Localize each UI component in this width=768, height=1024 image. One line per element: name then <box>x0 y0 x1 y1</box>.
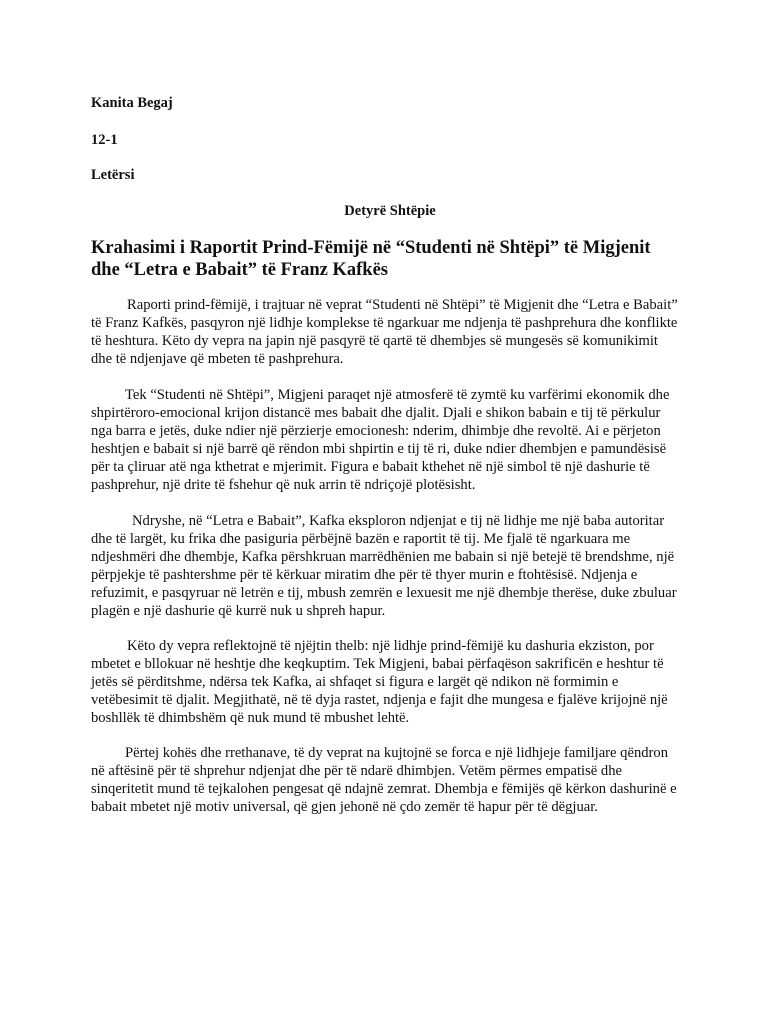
document-title: Krahasimi i Raportit Prind-Fëmijë në “Studenti në Shtëpi” të Migjenit dhe “Letra e Babait” të Franz Kafkës <box>91 238 651 280</box>
paragraph-migjeni: Tek “Studenti në Shtëpi”, Migjeni paraqet një atmosferë të zymtë ku varfërimi ekonomik dhe shpirtëroro-emocional krijon distancë mes babait dhe djalit. Djali e shikon babain e tij të përkulur nga barra e jetës, duke ndier një përzierje emocionesh: nderim, dhimbje dhe revoltë. Ai e përjeton heshtjen e babait si një barrë që rëndon mbi shpirtin e tij të ri, duke ndier dhembjen e pamundësisë për ta çliruar atë nga kthetrat e mjerimit. Figura e babait kthehet në një simbol të një dashurie të pashprehur, një drite të fshehur që nuk arrin të ndriçojë plotësisht. <box>91 387 670 493</box>
assignment-label: Detyrë Shtëpie <box>344 203 436 219</box>
paragraph-conclusion: Përtej kohës dhe rrethanave, të dy veprat na kujtojnë se forca e një lidhjeje familjare qëndron në aftësinë për të shprehur ndjenjat dhe për të ndarë dhimbjen. Vetëm përmes empatisë dhe sinqeritetit mund të tejkalohen pengesat që ndajnë zemrat. Dhembja e fëmijës që kërkon dashurinë e babait mbetet një motiv universal, që gjen jehonë në çdo zemër të hapur për të dëgjuar. <box>91 745 677 815</box>
paragraph-intro: Raporti prind-fëmijë, i trajtuar në veprat “Studenti në Shtëpi” të Migjenit dhe “Letra e Babait” të Franz Kafkës, pasqyron një lidhje komplekse të ngarkuar me ndjenja të pashprehura dhe konflikte të heshtura. Këto dy vepra na japin një pasqyrë të qartë të dhembjes së mungesës së komunikimit dhe të ndjenjave që mbeten të pashprehura. <box>91 297 678 367</box>
paragraph-comparison: Këto dy vepra reflektojnë të njëjtin thelb: një lidhje prind-fëmijë ku dashuria ekziston, por mbetet e bllokuar në heshtje dhe keqkuptim. Tek Migjeni, babai përfaqëson sakrificën e heshtur të jetës së përditshme, ndërsa tek Kafka, ai shfaqet si figura e largët që ndikon në formimin e vetëbesimit të djalit. Megjithatë, në të dyja rastet, ndjenja e fajit dhe mungesa e fjalëve krijojnë një boshllëk të dhimbshëm që nuk mund të mbushet lehtë. <box>91 638 668 726</box>
class-label: 12-1 <box>91 132 118 148</box>
paragraph-kafka: Ndryshe, në “Letra e Babait”, Kafka eksploron ndjenjat e tij në lidhje me një baba autoritar dhe të largët, ku frika dhe pasiguria përbëjnë bazën e raportit të tij. Me fjalë të ngarkuara me ndjeshmëri dhe dhembje, Kafka përshkruan marrëdhënien me babain si një betejë të brendshme, një përpjekje të pashtershme për të kërkuar miratim dhe për të thyer murin e ftohtësisë. Ndjenja e refuzimit, e pasqyruar në letrën e tij, mbush zemrën e lexuesit me një dhembje therëse, duke zbuluar plagën e një dashurie që kurrë nuk u shpreh hapur. <box>91 513 677 619</box>
subject-label: Letërsi <box>91 167 135 183</box>
author-name: Kanita Begaj <box>91 95 173 111</box>
